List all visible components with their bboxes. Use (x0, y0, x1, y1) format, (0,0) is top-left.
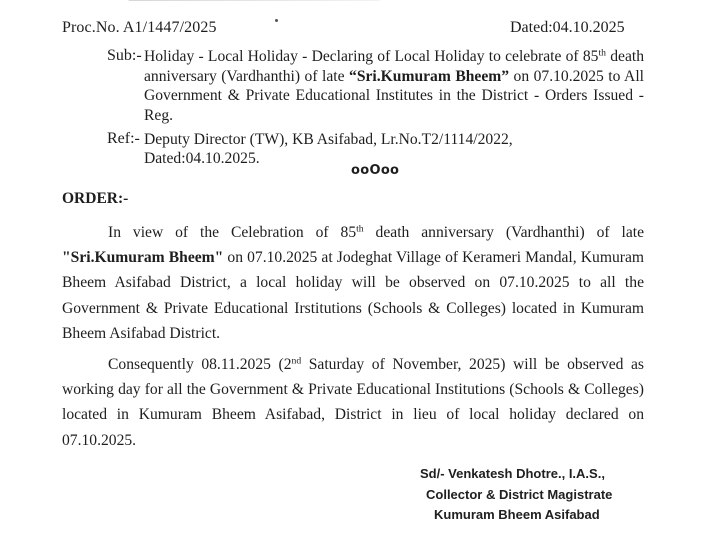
paragraph-2-part-1: Consequently 08.11.2025 (2 (108, 356, 292, 373)
reference-line-2: Dated:04.10.2025. (144, 150, 260, 167)
subject-text-part-3: on 07.10.2025 to All Government & Private Educational Institutes in the District - Orders Issued - Reg. (144, 67, 644, 124)
cropped-letterhead-remnant (128, 0, 380, 1)
subject-text-part-1: Holiday - Local Holiday - Declaring of Local Holiday to celebrate of 85 (144, 48, 599, 65)
section-separator: ooOoo (351, 163, 400, 178)
order-paragraph-2 (62, 352, 644, 453)
paragraph-2-superscript: nd (291, 355, 302, 367)
paragraph-1-part-2: death anniversary (Vardhanthi) of late (363, 224, 644, 241)
paragraph-2-part-2: Saturday of November, 2025) will be observed as working day for all the Government & Private Educational Institutions (Schools & Colleges) located in Kumuram Bheem Asifabad, District in lieu of local holiday declared on 07.10.2025. (62, 356, 644, 449)
signature-block (420, 464, 612, 526)
proceedings-number: Proc.No. A1/1447/2025 (62, 19, 217, 36)
document-date: Dated:04.10.2025 (510, 19, 625, 36)
signatory-name: Sd/- Venkatesh Dhotre., I.A.S., (420, 466, 605, 481)
order-paragraph-1 (62, 220, 644, 346)
subject-label: Sub:- (107, 47, 142, 64)
scan-speck (275, 19, 278, 22)
reference-line-1: Deputy Director (TW), KB Asifabad, Lr.No.T2/1114/2022, (144, 131, 513, 148)
subject-honoree-name: “Sri.Kumuram Bheem” (349, 67, 510, 85)
signatory-district: Kumuram Bheem Asifabad (434, 507, 600, 522)
reference-label: Ref:- (107, 130, 140, 147)
order-heading: ORDER:- (62, 190, 129, 207)
subject-superscript: th (598, 47, 606, 59)
subject-text (144, 47, 644, 125)
paragraph-1-part-3: on 07.10.2025 at Jodeghat Village of Kerameri Mandal, Kumuram Bheem Asifabad District, a local holiday will be observed on 07.10.2025 to all the Government & Private Educational Irstitutions (Schools & Colleges) located in Kumuram Bheem Asifabad District. (62, 249, 644, 342)
signatory-designation: Collector & District Magistrate (426, 486, 613, 502)
paragraph-1-part-1: In view of the Celebration of 85 (108, 224, 357, 241)
paragraph-1-honoree-name: "Sri.Kumuram Bheem" (62, 249, 224, 267)
subject-text-part-2: death anniversary (Vardhanthi) of late (144, 48, 644, 85)
paragraph-1-superscript: th (356, 223, 364, 235)
